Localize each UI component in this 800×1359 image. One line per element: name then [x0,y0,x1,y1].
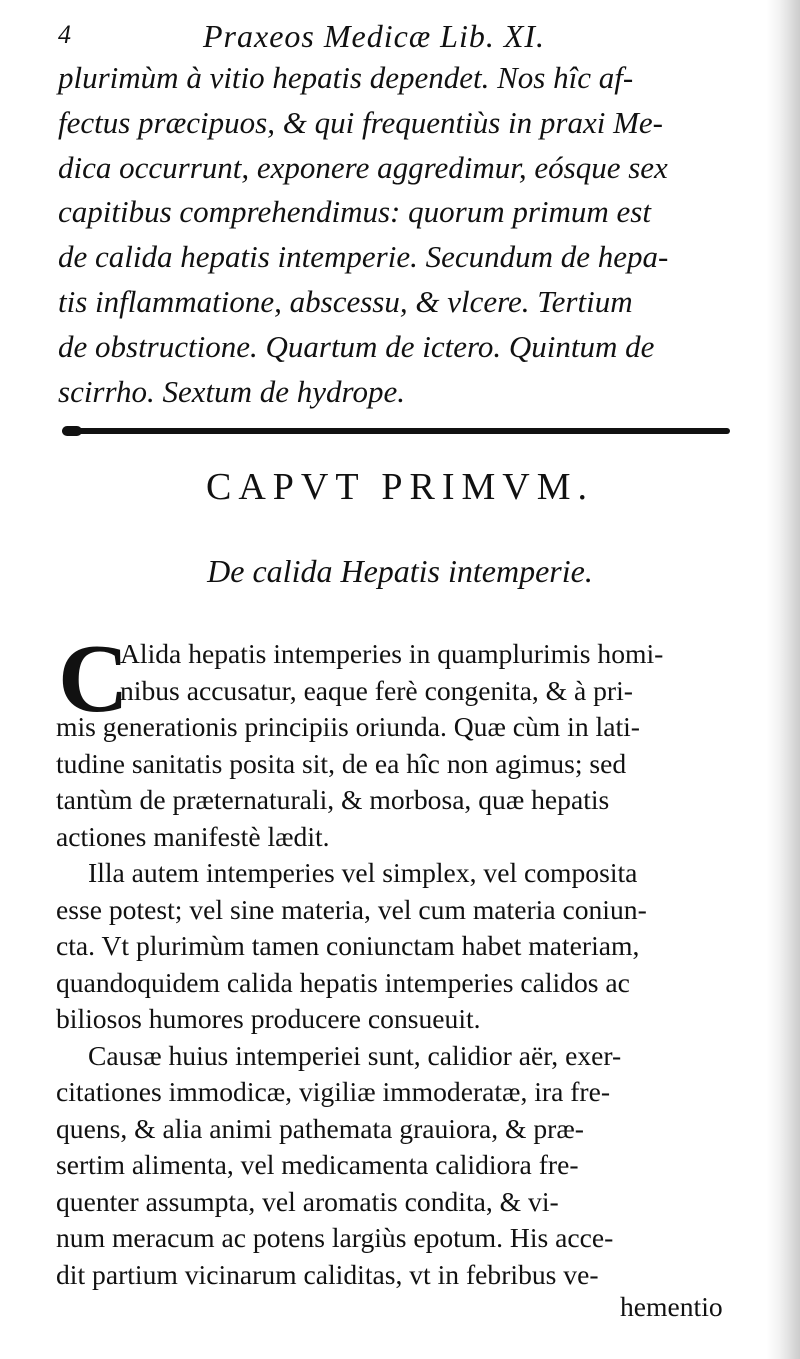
intro-line: de obstructione. Quartum de ictero. Quintum de [58,328,655,364]
running-head: Praxeos Medicæ Lib. XI. [203,18,546,54]
body-line: actiones manifestè lædit. [56,820,330,852]
body-line: Alida hepatis intemperies in quamplurimis homi- [120,638,664,669]
body-line: biliosos humores producere consueuit. [56,1003,481,1034]
body-line: citationes immodicæ, vigiliæ immoderatæ, ira fre- [56,1076,611,1107]
intro-paragraph [58,56,753,414]
intro-line: tis inflammatione, abscessu, & vlcere. Tertium [58,283,633,319]
body-line: esse potest; vel sine materia, vel cum materia coniun- [56,893,647,925]
intro-line: fectus præcipuos, & qui frequentiùs in praxi Me- [58,104,663,140]
intro-line: dica occurrunt, exponere aggredimur, eósque sex [58,149,668,185]
body-line: nibus accusatur, eaque ferè congenita, & à pri- [120,674,633,706]
catchword: hementio [620,1291,723,1322]
page-gutter-shadow [766,0,800,1359]
intro-line: scirrho. Sextum de hydrope. [58,373,405,409]
intro-line: plurimùm à vitio hepatis dependet. Nos hîc af- [58,60,634,95]
body-line: quenter assumpta, vel aromatis condita, & vi- [56,1185,559,1217]
body-line: quens, & alia animi pathemata grauiora, & præ- [56,1112,584,1144]
body-line: Causæ huius intemperiei sunt, calidior aër, exer- [88,1039,622,1071]
intro-line: capitibus comprehendimus: quorum primum est [58,194,651,230]
section-divider-rule [62,428,730,434]
body-line: Illa autem intemperies vel simplex, vel composita [88,857,638,888]
body-line: sertim alimenta, vel medicamenta calidiora fre- [56,1149,579,1180]
body-line: num meracum ac potens largiùs epotum. His acce- [56,1222,614,1253]
page-number: 4 [58,20,71,49]
body-line: tudine sanitatis posita sit, de ea hîc non agimus; sed [56,747,627,779]
chapter-subtitle: De calida Hepatis intemperie. [207,553,593,589]
chapter-title: CAPVT PRIMVM. [205,466,595,508]
drop-cap: C [58,625,129,733]
intro-line: de calida hepatis intemperie. Secundum de hepa- [58,239,669,275]
body-text [56,636,746,1293]
body-line: mis generationis principiis oriunda. Quæ cùm in lati- [56,711,640,742]
page-header [58,18,718,58]
body-line: dit partium vicinarum caliditas, vt in febribus ve- [56,1258,599,1290]
body-line: tantùm de præternaturali, & morbosa, quæ hepatis [56,784,610,815]
body-line: cta. Vt plurimùm tamen coniunctam habet materiam, [56,930,640,961]
body-line: quandoquidem calida hepatis intemperies calidos ac [56,966,630,998]
